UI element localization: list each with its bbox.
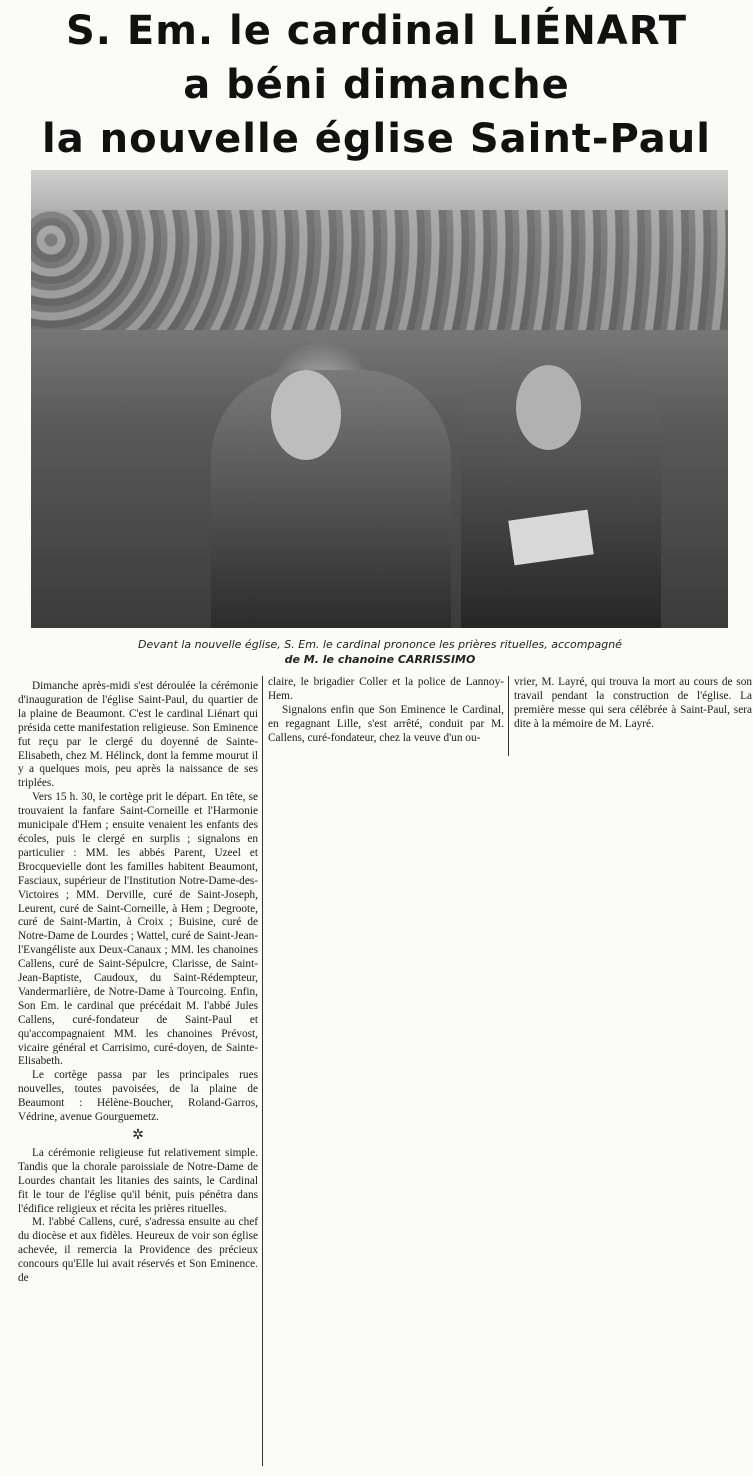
paragraph: claire, le brigadier Coller et la police de Lannoy-Hem. [268,676,504,702]
column-rule-2 [508,676,509,756]
paragraph: M. l'abbé Callens, curé, s'adressa ensuite au chef du diocèse et aux fidèles. Heureux de voir son église achevée, il remercia la Providence des précieux concours qu'Elle lui avait réservés et Son Eminence. de [18,1216,258,1285]
article-column-3 [514,676,752,732]
caption-line-1: Devant la nouvelle église, S. Em. le cardinal prononce les prières rituelles, accompagné [138,638,622,651]
news-photo [31,170,728,628]
photo-crowd [31,210,728,330]
headline-line-2: a béni dimanche [183,62,570,108]
article-column-2 [268,676,504,746]
paragraph: Le cortège passa par les principales rues nouvelles, toutes pavoisées, de la plaine de Beaumont : Hélène-Boucher, Roland-Garros, Védrine, avenue Gourguemetz. [18,1069,258,1124]
headline [0,4,753,166]
photo-caption [60,637,700,667]
headline-line-1: S. Em. le cardinal LIÉNART [65,8,688,54]
headline-line-3: la nouvelle église Saint-Paul [42,116,711,162]
caption-line-2: de M. le chanoine CARRISSIMO [284,653,476,666]
article-column-1 [18,680,258,1286]
photo-cardinal-head [271,370,341,460]
section-separator: ✲ [132,1128,144,1143]
photo-canon-head [516,365,581,450]
paragraph: vrier, M. Layré, qui trouva la mort au cours de son travail pendant la construction de l'église. La première messe qui sera célébrée à Saint-Paul, sera dite à la mémoire de M. Layré. [514,676,752,730]
paragraph: La cérémonie religieuse fut relativement simple. Tandis que la chorale paroissiale de Notre-Dame de Lourdes chantait les litanies des saints, le Cardinal fit le tour de l'église qu'il bénit, puis pénétra dans l'édifice religieux et récita les prières rituelles. [18,1146,258,1215]
column-rule-1 [262,676,263,1466]
paragraph: Signalons enfin que Son Eminence le Cardinal, en regagnant Lille, s'est arrêté, conduit par M. Callens, curé-fondateur, chez la veuve d'un ou- [268,703,504,744]
paragraph: Vers 15 h. 30, le cortège prit le départ. En tête, se trouvaient la fanfare Saint-Corneille et l'Harmonie municipale d'Hem ; ensuite venaient les enfants des écoles, puis le clergé en surplis ; signalons en particulier : MM. les abbés Parent, Uzeel et Brocquevielle dont les familles habitent Beaumont, Fasciaux, supérieur de l'Institution Notre-Dame-des-Victoires ; MM. Derville, curé de Saint-Joseph, Leurent, curé de Saint-Corneille, à Hem ; Degroote, curé de Saint-Martin, à Croix ; Buisine, curé de Notre-Dame de Lourdes ; Wattel, curé de Saint-Jean-l'Evangéliste aux Deux-Canaux ; MM. les chanoines Callens, curé de Saint-Sépulcre, Clarisse, de Saint-Jean-Baptiste, Caudoux, du Saint-Rédempteur, Vandermarlière, de Notre-Dame à Tourcoing. Enfin, Son Em. le cardinal que précédait M. l'abbé Jules Callens, curé-fondateur de Saint-Paul et qu'accompagnaient MM. les chanoines Prévost, vicaire général et Carrisimo, curé-doyen, de Sainte-Elisabeth. [18,791,258,1068]
paragraph: Dimanche après-midi s'est déroulée la cérémonie d'inauguration de l'église Saint-Paul, du quartier de la plaine de Beaumont. C'est le cardinal Liénart qui présida cette manifestation religieuse. Son Eminence fut reçu par le clergé du doyenné de Sainte-Elisabeth, chez M. Hélinck, dont la femme mourut il y a quelques mois, peu après la naissance de ses triplées. [18,680,258,790]
